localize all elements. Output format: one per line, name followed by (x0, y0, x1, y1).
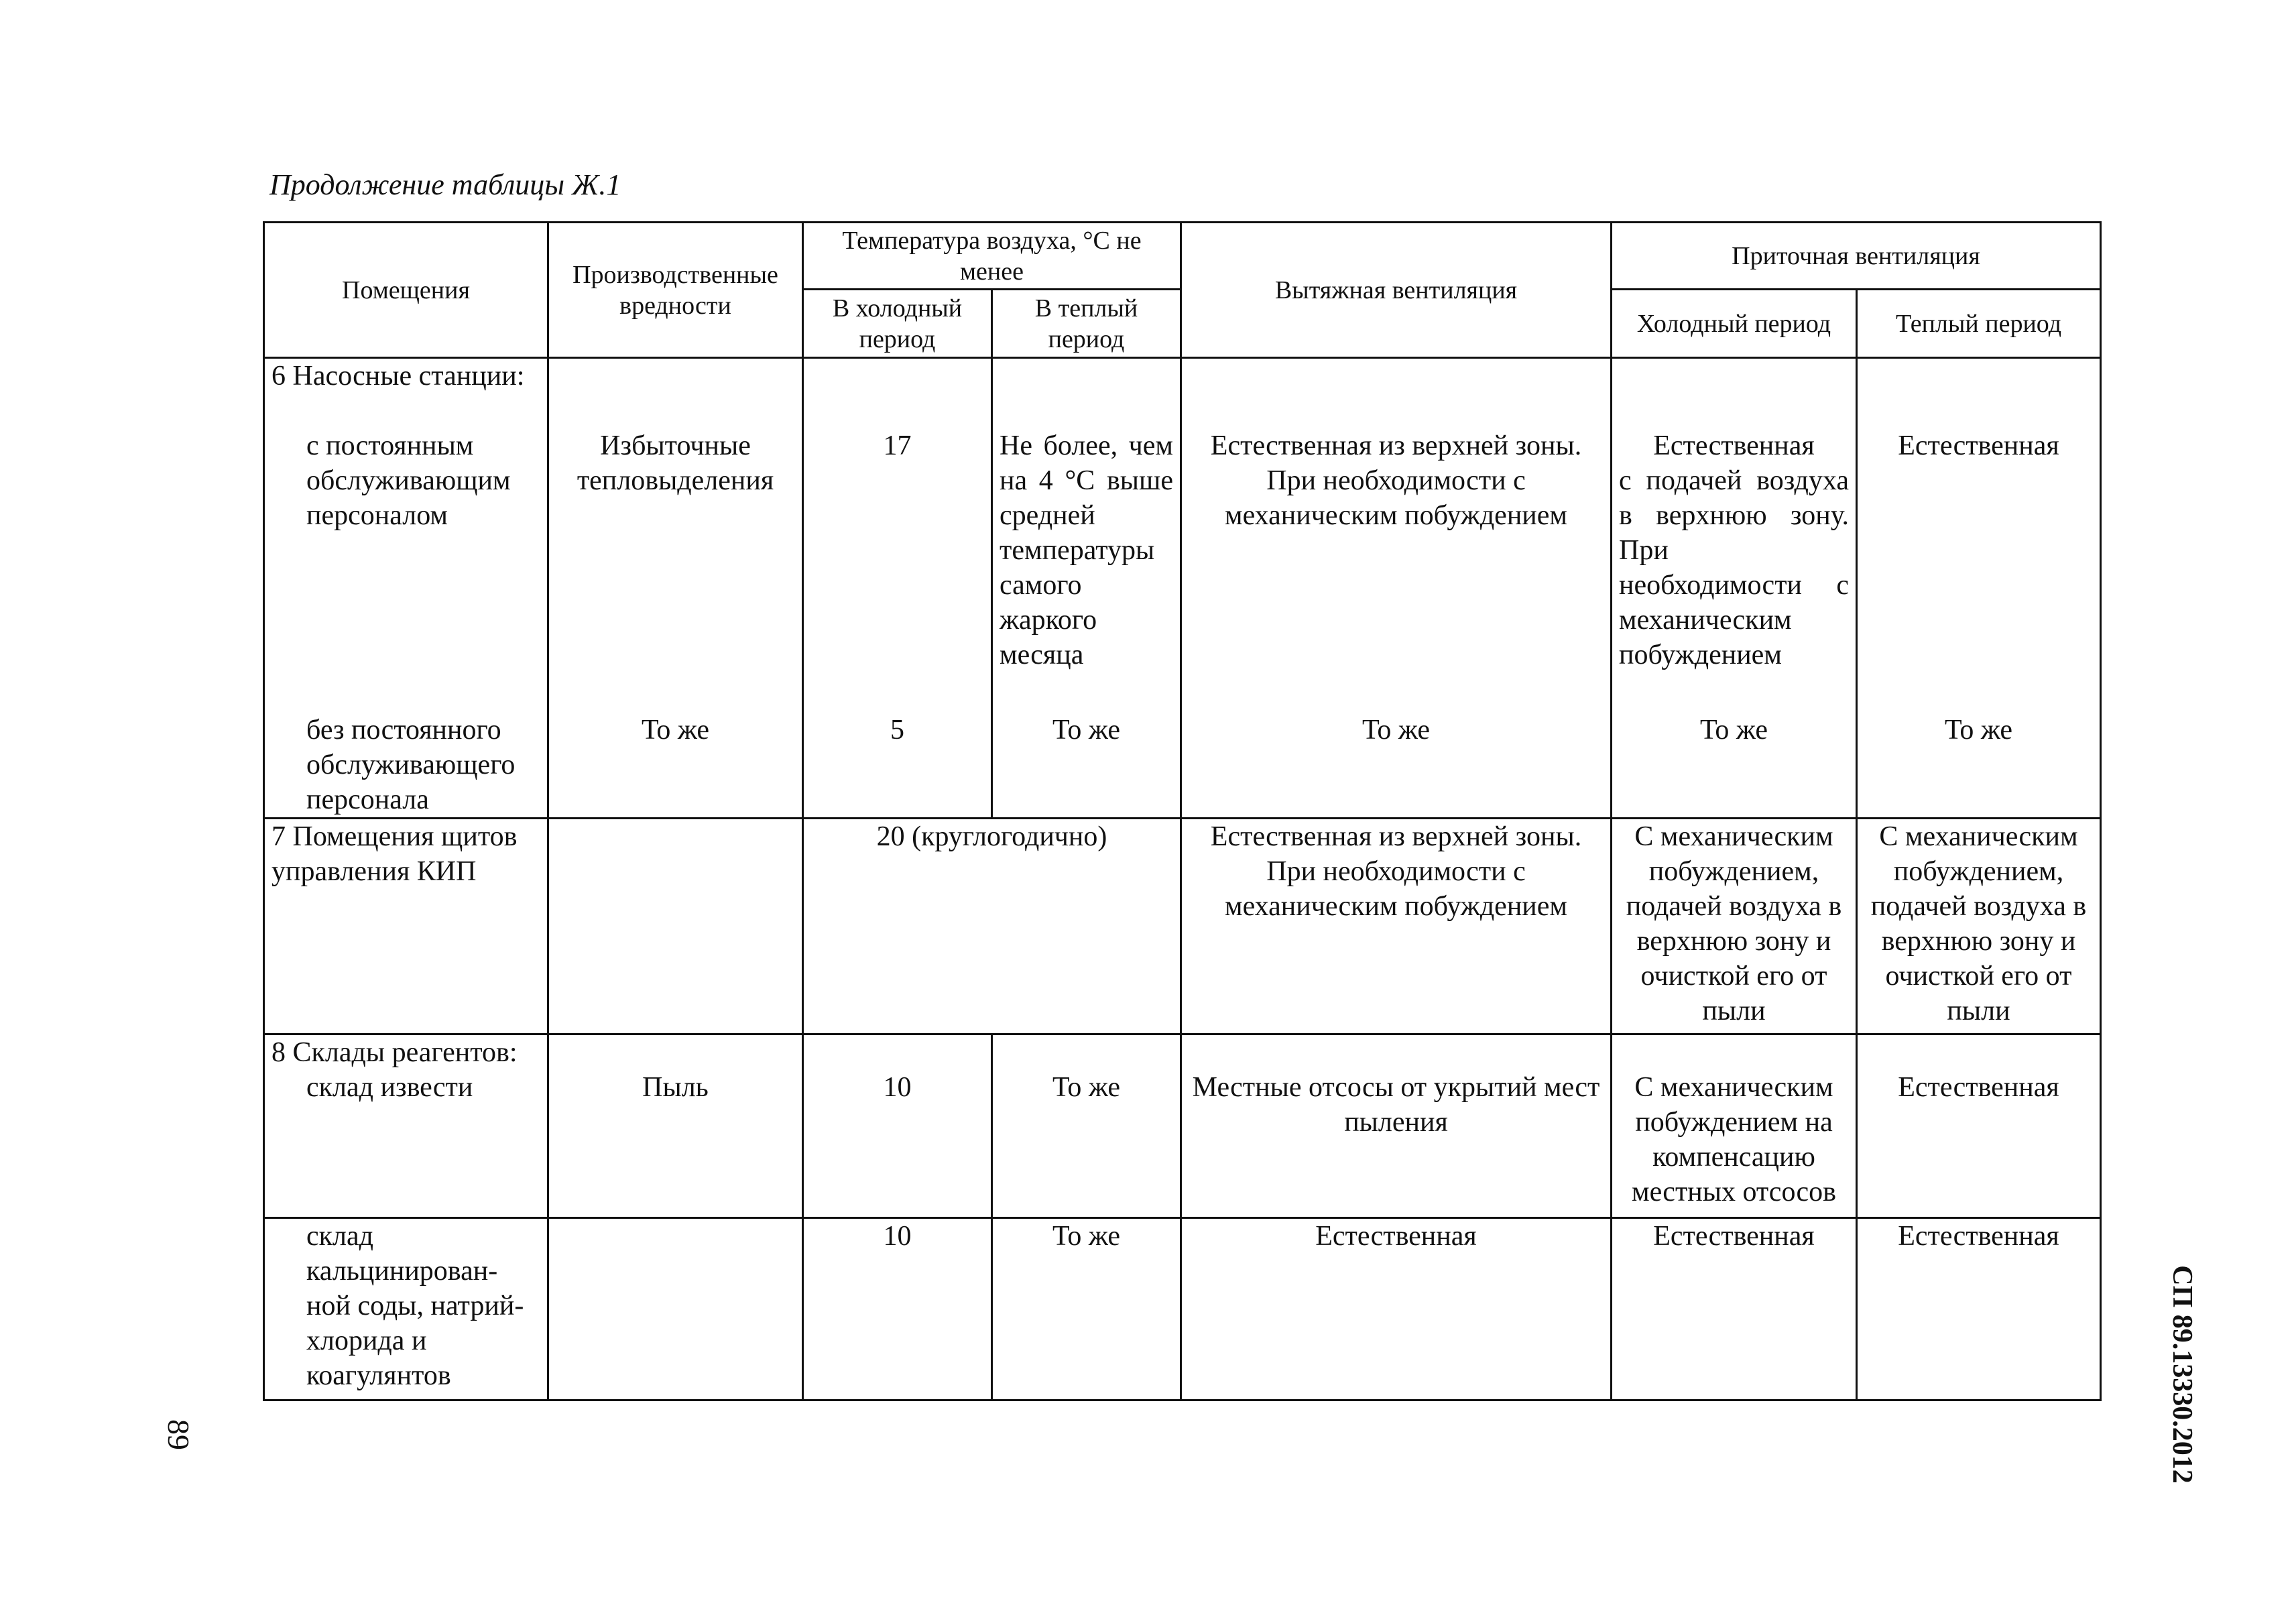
table-row (264, 819, 2101, 1034)
row8b-supply-warm: Естественная (1857, 1218, 2101, 1401)
row8b-room: склад кальцинирован-ной соды, натрий-хлорида и коагулянтов (306, 1221, 524, 1391)
row6-hazard (548, 358, 803, 819)
row6-exhaust (1181, 358, 1612, 819)
row8a-temp-cold: 10 (883, 1072, 912, 1103)
table-row (264, 1034, 2101, 1218)
table-row (264, 1218, 2101, 1401)
row7-hazard (548, 819, 803, 1034)
row6b-temp-cold: 5 (890, 715, 904, 746)
row7-supply-cold: С механическим побуждением, подачей воздуха в верхнюю зону и очисткой его от пыли (1612, 819, 1857, 1034)
row6a-temp-cold: 17 (883, 430, 912, 461)
ventilation-table (263, 221, 2102, 1401)
header-supply-group: Приточная вентиляция (1612, 223, 2101, 290)
row6-supply-cold (1612, 358, 1857, 819)
row8a-supply-warm-cell (1857, 1034, 2101, 1218)
row8a-temp-warm-cell (992, 1034, 1181, 1218)
row8b-temp-cold: 10 (803, 1218, 992, 1401)
row8a-supply-cold: С механическим побуждением на компенсацию местных отсосов (1632, 1072, 1836, 1207)
row8a-hazard-cell (548, 1034, 803, 1218)
row6-title: 6 Насосные станции: (271, 361, 525, 392)
page-number: 89 (162, 1419, 196, 1450)
row6a-supply-warm: Естественная (1898, 430, 2059, 461)
row6-room (264, 358, 548, 819)
row6b-supply-warm: То же (1944, 715, 2013, 746)
row8b-supply-cold: Естественная (1612, 1218, 1857, 1401)
row6-supply-warm (1857, 358, 2101, 819)
row7-exhaust: Естественная из верхней зоны. При необходимости с механическим побуждением (1181, 819, 1612, 1034)
table-caption: Продолжение таблицы Ж.1 (269, 168, 621, 201)
row6b-supply-cold: То же (1699, 715, 1768, 746)
row6a-supply-cold-1: Естественная (1653, 430, 1815, 461)
header-temp-group: Температура воздуха, °С не менее (803, 223, 1181, 290)
row6-temp-warm (992, 358, 1181, 819)
row8b-room-cell (264, 1218, 548, 1401)
document-number: СП 89.13330.2012 (2167, 1265, 2197, 1484)
row6b-temp-warm: То же (1052, 715, 1121, 746)
header-rooms: Помещения (264, 223, 548, 358)
row6-temp-cold (803, 358, 992, 819)
row7-room: 7 Помещения щитов управления КИП (264, 819, 548, 1034)
row8b-exhaust: Естественная (1181, 1218, 1612, 1401)
header-supply-warm: Теплый период (1857, 290, 2101, 358)
row6a-room: с постоянным обслуживающим персоналом (306, 430, 511, 531)
header-hazards: Производственные вредности (548, 223, 803, 358)
header-exhaust: Вытяжная вентиляция (1181, 223, 1612, 358)
row8a-supply-warm: Естественная (1898, 1072, 2059, 1103)
row8a-room: склад извести (306, 1072, 473, 1103)
table-header-row (264, 223, 2101, 290)
row8-title: 8 Склады реагентов: (271, 1037, 518, 1068)
row6b-room: без постоянного обслуживающего персонала (306, 715, 516, 815)
header-supply-cold: Холодный период (1612, 290, 1857, 358)
row8a-supply-cold-cell (1612, 1034, 1857, 1218)
row8a-exhaust-cell (1181, 1034, 1612, 1218)
row6a-hazard: Избыточные тепловыделения (577, 430, 774, 496)
row8b-temp-warm: То же (992, 1218, 1181, 1401)
row6b-exhaust: То же (1362, 715, 1431, 746)
row8a-exhaust: Местные отсосы от укрытий мест пыления (1192, 1072, 1600, 1138)
row8b-hazard (548, 1218, 803, 1401)
row8a-room-cell (264, 1034, 548, 1218)
table-row (264, 358, 2101, 819)
row6a-exhaust: Естественная из верхней зоны. При необходимости с механическим побуждением (1210, 430, 1582, 531)
row6a-temp-warm: Не более, чем на 4 °С выше средней температуры самого жаркого месяца (1000, 430, 1173, 670)
row6a-supply-cold-2: с подачей воздуха в верхнюю зону. При необходимости с механическим побуждением (1619, 465, 1849, 670)
header-temp-warm: В теплый период (992, 290, 1181, 358)
row8a-temp-warm: То же (1052, 1072, 1121, 1103)
row8a-hazard: Пыль (642, 1072, 709, 1103)
row7-temp: 20 (круглогодично) (803, 819, 1181, 1034)
header-temp-cold: В холодный период (803, 290, 992, 358)
row7-supply-warm: С механическим побуждением, подачей воздуха в верхнюю зону и очисткой его от пыли (1857, 819, 2101, 1034)
row8a-temp-cold-cell (803, 1034, 992, 1218)
row6b-hazard: То же (641, 715, 710, 746)
